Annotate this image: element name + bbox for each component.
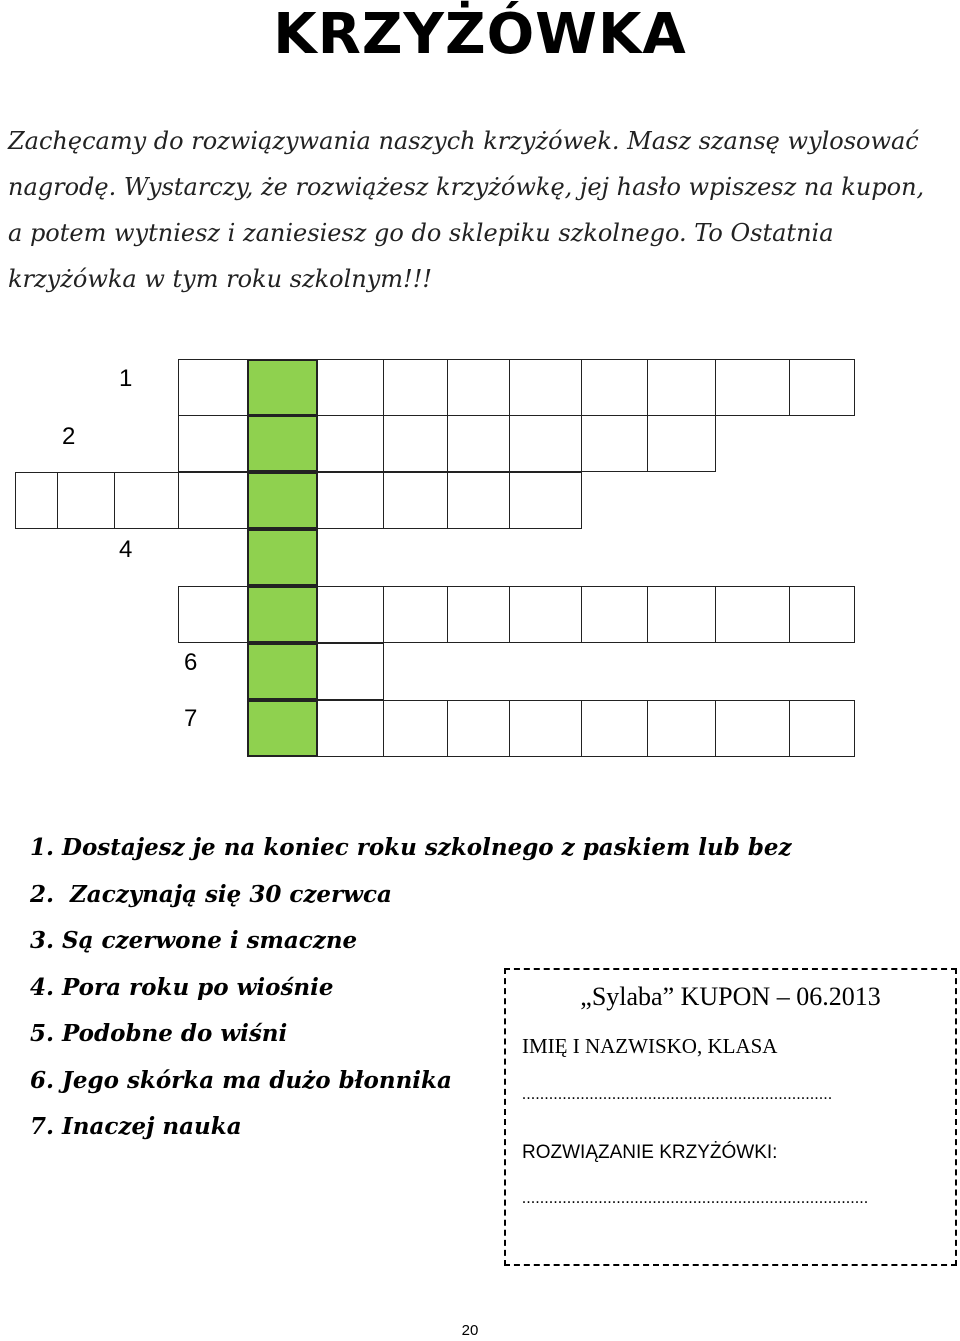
intro-line: Zachęcamy do rozwiązywania naszych krzyżówek. Masz szansę wylosować — [8, 127, 919, 155]
grid-cell[interactable] — [581, 700, 648, 757]
grid-cell[interactable] — [114, 472, 179, 529]
grid-cell[interactable] — [581, 359, 648, 416]
grid-cell[interactable] — [57, 472, 115, 529]
intro-text — [8, 118, 952, 302]
clue-item: 1. Dostajesz je na koniec roku szkolnego z paskiem lub bez — [30, 834, 792, 861]
key-cell[interactable] — [247, 529, 318, 586]
row-number-6: 6 — [184, 649, 198, 676]
grid-cell[interactable] — [647, 359, 716, 416]
coupon-box — [504, 968, 957, 1266]
grid-cell[interactable] — [789, 700, 855, 757]
key-cell[interactable] — [247, 643, 318, 700]
intro-line: krzyżówka w tym roku szkolnym!!! — [8, 265, 432, 293]
grid-cell[interactable] — [715, 586, 790, 643]
grid-cell[interactable] — [383, 586, 448, 643]
grid-cell[interactable] — [647, 700, 716, 757]
intro-line: a potem wytniesz i zaniesiesz go do sklepiku szkolnego. To Ostatnia — [8, 219, 834, 247]
key-cell[interactable] — [247, 700, 318, 757]
row-number-1: 1 — [119, 365, 133, 392]
grid-cell[interactable] — [447, 586, 510, 643]
grid-cell[interactable] — [447, 359, 510, 416]
grid-cell[interactable] — [317, 643, 384, 700]
grid-cell[interactable] — [383, 700, 448, 757]
grid-cell[interactable] — [789, 359, 855, 416]
grid-cell[interactable] — [715, 359, 790, 416]
row-number-7: 7 — [184, 705, 198, 732]
key-cell[interactable] — [247, 359, 318, 416]
grid-cell[interactable] — [178, 472, 248, 529]
grid-cell[interactable] — [15, 472, 58, 529]
grid-cell[interactable] — [317, 415, 384, 472]
grid-cell[interactable] — [581, 586, 648, 643]
page-title: KRZYŻÓWKA — [273, 2, 687, 67]
grid-cell[interactable] — [178, 586, 248, 643]
name-label: IMIĘ I NAZWISKO, KLASA — [522, 1034, 778, 1058]
grid-cell[interactable] — [447, 415, 510, 472]
row-number-4: 4 — [119, 536, 133, 563]
clue-item: 5. Podobne do wiśni — [30, 1020, 288, 1047]
grid-cell[interactable] — [383, 359, 448, 416]
coupon-header: „Sylaba” KUPON – 06.2013 — [580, 982, 881, 1011]
grid-cell[interactable] — [317, 586, 384, 643]
grid-cell[interactable] — [383, 472, 448, 529]
grid-cell[interactable] — [447, 472, 510, 529]
grid-cell[interactable] — [317, 472, 384, 529]
grid-cell[interactable] — [447, 700, 510, 757]
solution-input-line[interactable]: ............................................................................. — [522, 1190, 869, 1207]
key-cell[interactable] — [247, 472, 318, 529]
grid-cell[interactable] — [509, 359, 582, 416]
grid-cell[interactable] — [509, 472, 582, 529]
clue-item: 2. Zaczynają się 30 czerwca — [30, 880, 392, 908]
name-input-line[interactable]: ..................................................................... — [522, 1086, 833, 1103]
key-cell[interactable] — [247, 415, 318, 472]
intro-line: nagrodę. Wystarczy, że rozwiążesz krzyżówkę, jej hasło wpiszesz na kupon, — [8, 173, 925, 201]
clue-item: 7. Inaczej nauka — [30, 1113, 242, 1140]
grid-cell[interactable] — [178, 359, 248, 416]
grid-cell[interactable] — [317, 359, 384, 416]
grid-cell[interactable] — [647, 415, 716, 472]
key-cell[interactable] — [247, 586, 318, 643]
grid-cell[interactable] — [647, 586, 716, 643]
grid-cell[interactable] — [178, 415, 248, 472]
solution-label: ROZWIĄZANIE KRZYŻÓWKI: — [522, 1142, 778, 1163]
grid-cell[interactable] — [317, 700, 384, 757]
row-number-2: 2 — [62, 423, 76, 450]
clue-item: 6. Jego skórka ma dużo błonnika — [30, 1066, 452, 1094]
page-number: 20 — [461, 1322, 479, 1339]
grid-cell[interactable] — [581, 415, 648, 472]
grid-cell[interactable] — [509, 415, 582, 472]
clue-item: 4. Pora roku po wiośnie — [30, 973, 334, 1001]
grid-cell[interactable] — [509, 586, 582, 643]
grid-cell[interactable] — [789, 586, 855, 643]
clue-item: 3. Są czerwone i smaczne — [30, 927, 358, 954]
grid-cell[interactable] — [383, 415, 448, 472]
grid-cell[interactable] — [509, 700, 582, 757]
grid-cell[interactable] — [715, 700, 790, 757]
